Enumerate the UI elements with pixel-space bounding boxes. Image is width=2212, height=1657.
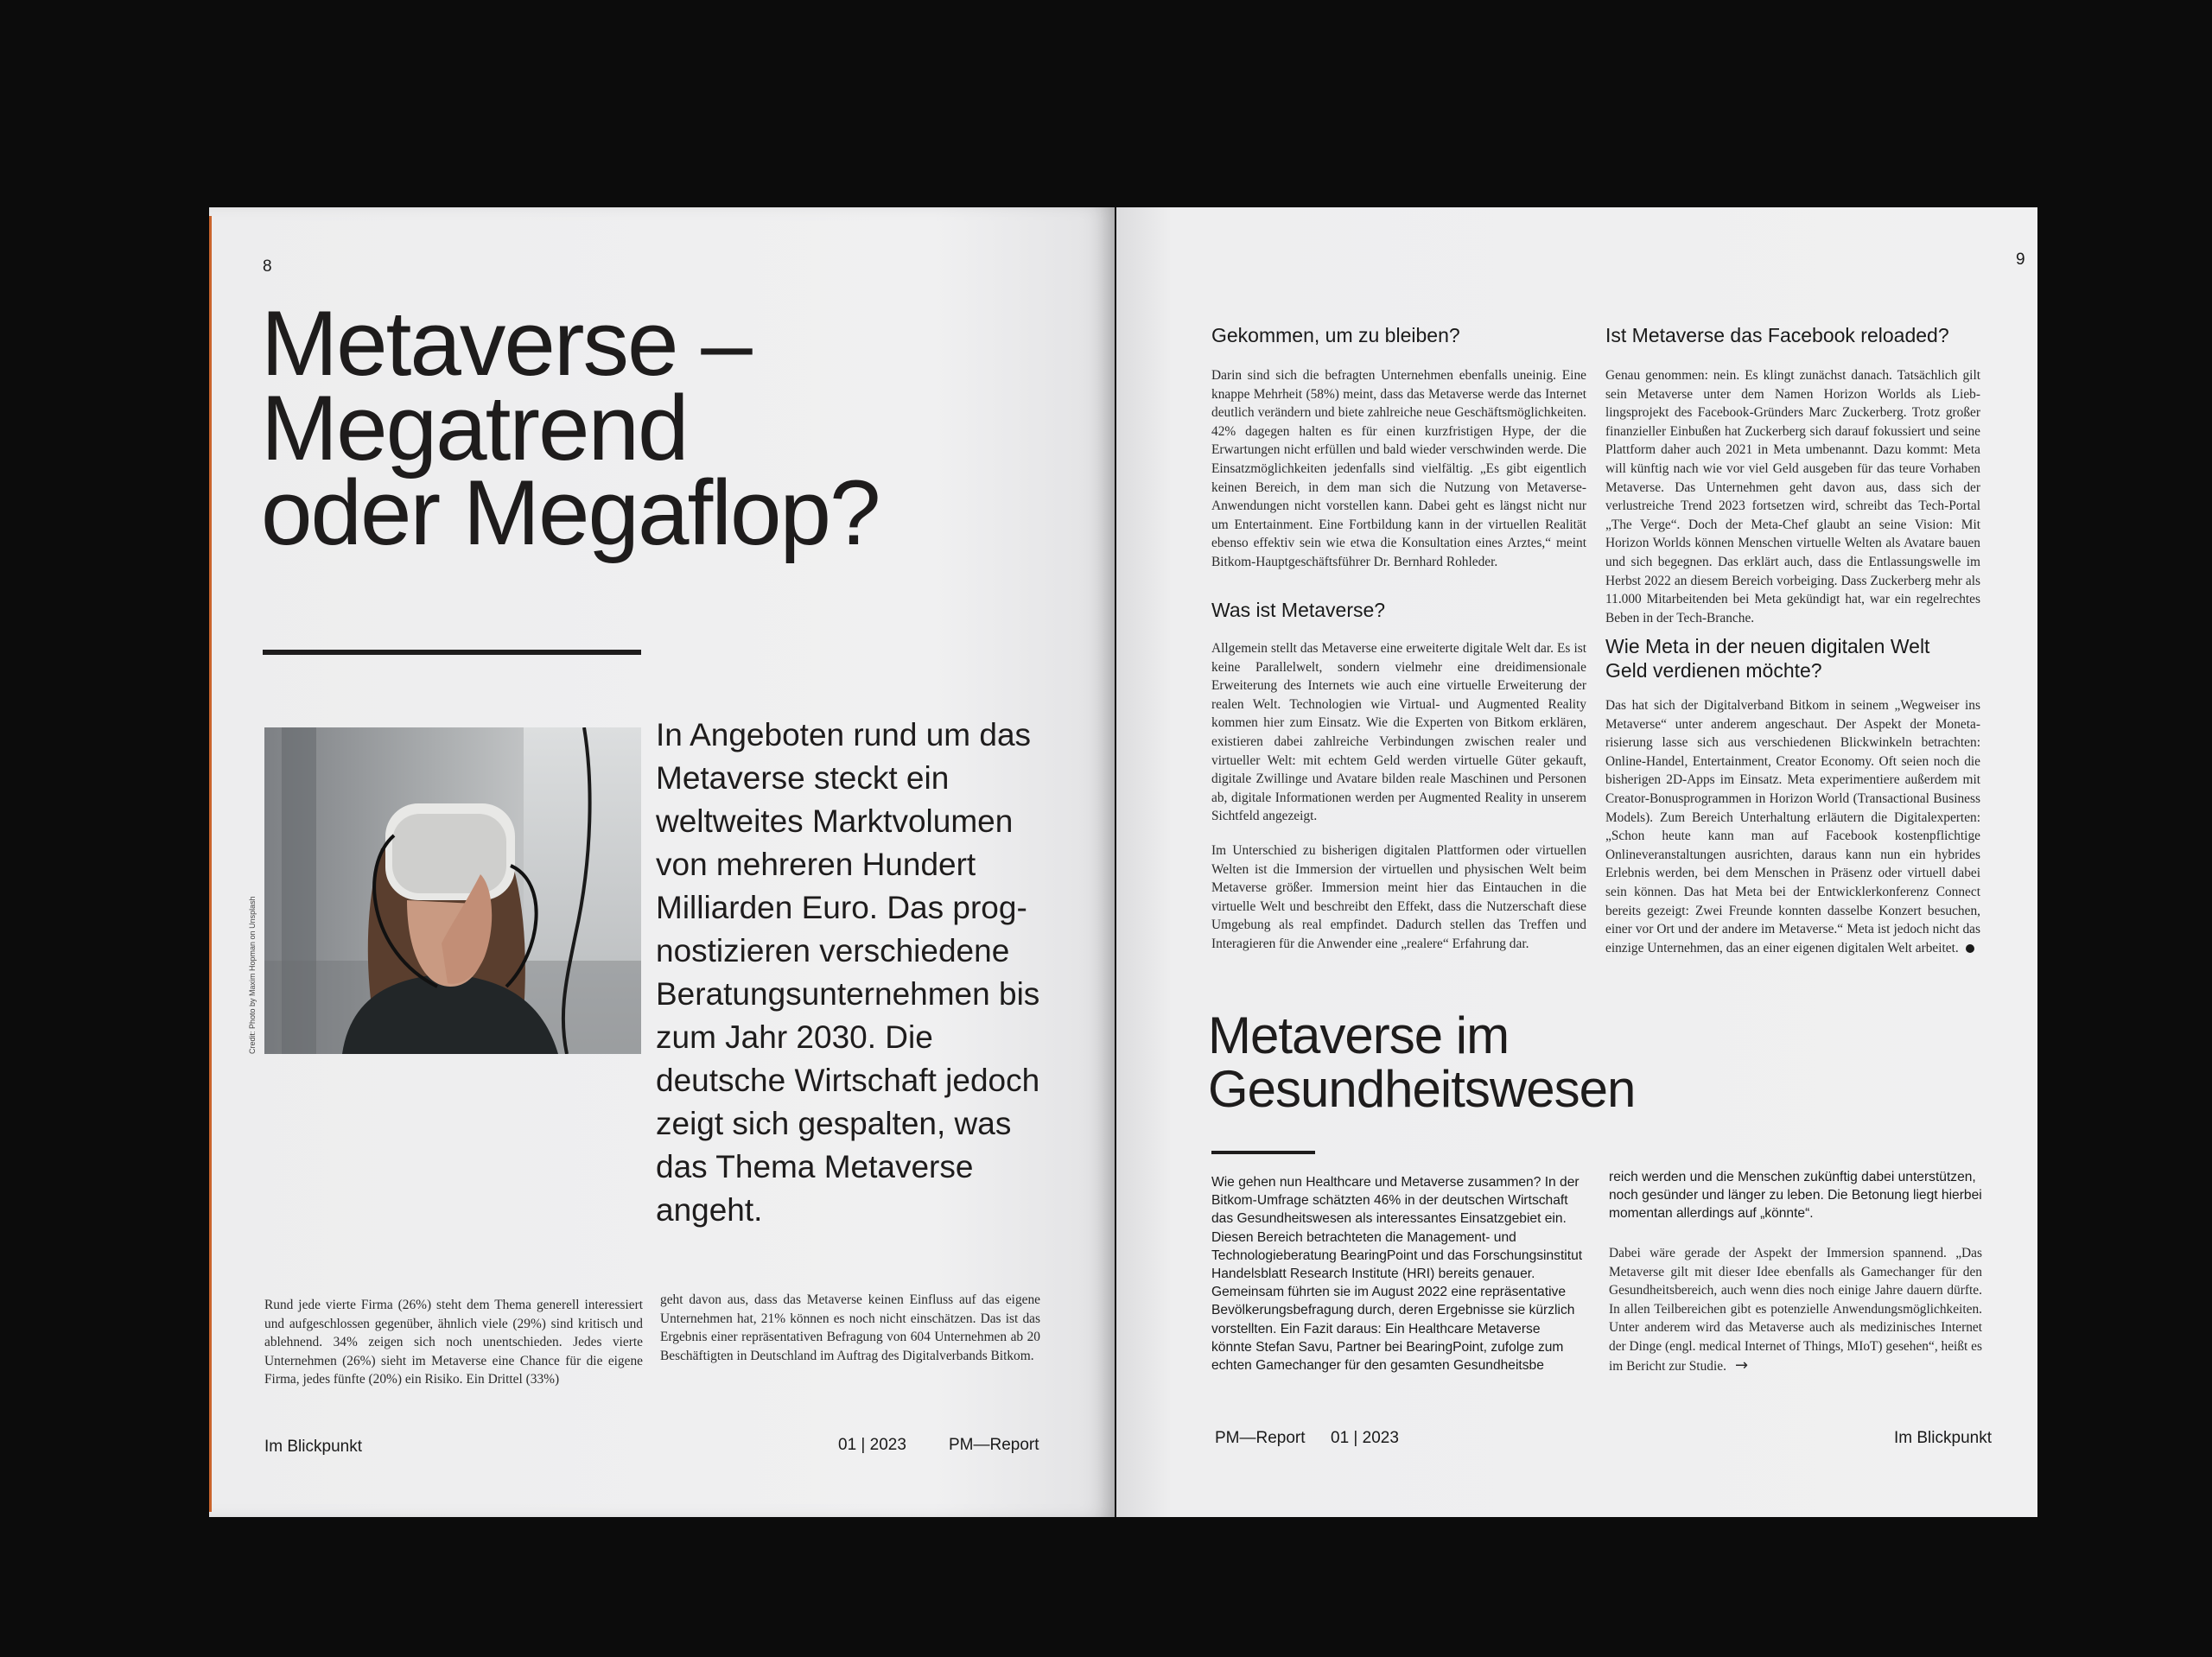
lead-paragraph: In Angeboten rund um das Metaverse steckt ein weltweites Marktvolumen von mehreren Hundert Milliarden Euro. Das prognostizieren verschiedene Beratungsunternehmen bis zum Jahr 2030. Die deutsche Wirtschaft jedoch zeigt sich gespalten, was das Thema Metaverse angeht. <box>656 717 1040 1228</box>
heading-gekommen: Gekommen, um zu bleiben? <box>1211 324 1460 346</box>
right-page <box>1116 207 2037 1517</box>
paragraph-facebook: Genau genommen: nein. Es klingt zunächst danach. Tatsächlich gilt sein Metaverse unter dem Namen Horizon Worlds als Lieblingsprojekt des Facebook-Gründers Marc Zuckerberg. Trotz großer finanzieller Einbußen hat Zuckerberg sich darauf fokussiert und seine Plattform daher auch 2021 in Meta umbenannt. Dazu kommt: Meta will künftig nach wie vor viel Geld ausgeben für das teure Vorhaben Metaverse. Das Unternehmen geht davon aus, dass sich der verlustreiche Trend 2023 fortsetzen wird, schreibt das Tech-Portal „The Verge“. Doch der Meta-Chef glaubt an seine Vision: Mit Horizon Worlds können Menschen virtuelle Welten als Avatare bauen und sich begegnen. Das erklärt auch, dass die Entlassungswelle im Herbst 2022 an diesem Bereich vorbeiging. Dass Zuckerberg mehr als 11.000 Mitarbeitenden bei Meta gekündigt hat, war ein regelrechtes Beben in der Tech-Branche. <box>1605 368 1980 625</box>
health-body-text: Dabei wäre gerade der Aspekt der Immersion spannend. „Das Metaverse gilt mit dieser Idee ebenfalls als Gamechanger für den Gesundheitsbereich, auch wenn dies noch einige Jahre dauern dürfte. In allen Teilbereichen gibt es potenzielle Anwendungsmöglichkeiten. Unter anderem wird das Metaverse auch als medizinisches Internet der Dinge (engl. medical Internet of Things, MIoT) gesehen“, heißt es im Bericht zur Studie. <box>1609 1246 1982 1374</box>
footer-section: Im Blickpunkt <box>1894 1429 1992 1447</box>
section-rule <box>1211 1151 1315 1154</box>
page-edge <box>209 216 212 1512</box>
left-page <box>209 207 1115 1517</box>
intro-body-col-1: Rund jede vierte Firma (26%) steht dem Thema generell interessiert und aufgeschlossen gegenüber, ähnlich viele (29%) sind kritisch und ablehnend. 34% zeigen sich noch unentschieden. Jedes vierte Unternehmen (26%) sieht im Metaverse eine Chance für die eigene Firma, jedes fünfte (20%) ein Risiko. Ein Drittel (33%) <box>264 1298 643 1387</box>
heading-was-ist: Was ist Metaverse? <box>1211 599 1386 621</box>
footer-brand: PM—Report <box>949 1436 1039 1454</box>
page-number: 8 <box>263 257 272 276</box>
vr-headset-photo <box>264 727 641 1054</box>
paragraph-was-ist-2: Im Unterschied zu bisherigen digitalen Plattformen oder virtuellen Welten ist die Immersion der virtuellen und physischen Welt beim Metaverse größer. Immersion meint hier das Eintauchen in die virtuelle Welt und beschreibt den Effekt, dass die Nutzerschaft diese Umgebung als real empfindet. Dadurch stellen das Treffen und Interagieren für die Anwender eine „realere“ Erfahrung dar. <box>1211 843 1586 951</box>
headline-line-1: Metaverse – <box>261 291 751 395</box>
headline-line-2: Megatrend <box>261 376 688 479</box>
heading-meta-geld: Wie Meta in der neuen digitalen Welt Geld verdienen möchte? <box>1605 635 1930 682</box>
section-headline-line-1: Metaverse im <box>1208 1006 1510 1064</box>
footer-issue: 01 | 2023 <box>1331 1429 1399 1447</box>
continue-arrow-icon: → <box>1734 1355 1749 1374</box>
section-headline <box>1208 1006 1636 1118</box>
intro-body-col-2: geht davon aus, dass das Metaverse keinen Einfluss auf das eigene Unternehmen hat, 21% können es noch nicht einschätzen. Das ist das Ergebnis einer repräsentativen Befragung von 604 Unternehmen ab 20 Beschäftigten in Deutschland im Auftrag des Digitalverbands Bitkom. <box>660 1292 1040 1363</box>
heading-facebook: Ist Metaverse das Facebook reloaded? <box>1605 324 1949 346</box>
section-headline-line-2: Gesundheitswesen <box>1208 1060 1636 1118</box>
headline-line-3: oder Megaflop? <box>261 460 880 564</box>
end-mark-icon <box>1966 944 1974 953</box>
health-body <box>1609 1244 1982 1375</box>
health-lead-col-2: reich werden und die Menschen zukünftig dabei unterstützen, noch gesünder und länger zu leben. Die Betonung liegt hierbei momentan allerdings auf „könnte“. <box>1609 1170 1982 1222</box>
footer-brand: PM—Report <box>1215 1429 1306 1447</box>
footer-section: Im Blickpunkt <box>264 1438 362 1456</box>
footer-issue: 01 | 2023 <box>838 1436 906 1454</box>
headline-rule <box>263 650 641 655</box>
photo-credit: Credit: Photo by Maxim Hopman on Unsplash <box>248 896 257 1054</box>
main-headline <box>261 291 880 564</box>
paragraph-meta-geld-text: Das hat sich der Digitalverband Bitkom in seinem „Wegweiser ins Metaverse“ unter anderem angeschaut. Der Aspekt der Monetarisierung lasse sich aus verschiedenen Blickwinkeln betrachten: Online-Handel, Entertainment, Creator Economy. Oft seien noch die bisherigen 2D-Apps im Einsatz. Meta experimentiere außerdem mit Creator-Bonusprogrammen in Horizon World (Transactional Business Models). Zum Bereich Unterhaltung erläutern die Digitalexperten: „Schon heute kann man auf Facebook kostenpflichtige Onlineveranstaltungen ausrichten, daraus kann nun ein hybrides Erlebnis werden, bei dem Menschen in Präsenz oder virtuell dabei sein können. Das hat Meta bei der Entwicklerkonferenz Connect bereits gezeigt: Zwei Freunde konnten dasselbe Konzert besuchen, einer vor Ort und der andere im Metaverse.“ Meta ist jedoch nicht das einzige Unternehmen, das an einer eigenen digitalen Welt arbeitet. <box>1605 698 1980 955</box>
paragraph-meta-geld <box>1605 696 1980 957</box>
magazine-spread <box>207 207 2037 1517</box>
health-lead-col-1: Wie gehen nun Healthcare und Metaverse zusammen? In der Bitkom-Umfrage schätzten 46% in der deutschen Wirtschaft das Gesundheitswesen als interessantes Einsatzgebiet ein. Diesen Bereich betrachteten die Management- und Technologieberatung BearingPoint und das Forschungsinstitut Handelsblatt Research Institute (HRI) bereits genauer. Gemeinsam führten sie im August 2022 eine repräsentative Bevölkerungsbefragung durch, deren Ergebnisse sie kürzlich vorstellten. Ein Fazit daraus: Ein Healthcare Metaverse könnte Stefan Savu, Partner bei BearingPoint, zufolge zum echten Gamechanger für den gesamten Gesundheitsbe <box>1211 1175 1583 1374</box>
page-number: 9 <box>2016 251 2025 269</box>
paragraph-was-ist-1: Allgemein stellt das Metaverse eine erweiterte digitale Welt dar. Es ist keine Parallelwelt, sondern vielmehr eine dreidimensionale Erweiterung des Internets wie auch eine virtuelle Erweiterung der realen Welt. Technologien wie Virtual- und Augmented Reality kommen hier zum Einsatz. Wie die Experten von Bitkom erklären, existieren dabei zahlreiche Verbindungen zwischen realer und virtueller Welt: mit echtem Geld werden virtuelle Güter gekauft, digitale Zwillinge und Avatare bilden reale Maschinen und Personen ab, digitale Informationen werden per Augmented Reality in unserem Sichtfeld angezeigt. <box>1211 641 1586 824</box>
paragraph-gekommen: Darin sind sich die befragten Unternehmen ebenfalls uneinig. Eine knappe Mehrheit (58%) meint, dass das Metaverse werde das Internet deutlich verändern und biete zahlreiche neue Geschäftsmöglichkeiten. 42% dagegen halten es für einen kurzfristigen Hype, der die Erwartungen nicht erfüllen und bald wieder verschwinden werde. Die Einsatzmöglichkeiten jedenfalls sind vielfältig. „Es gibt eigentlich keinen Bereich, in dem man sich die Nutzung von Metaverse-Anwendungen nicht vorstellen kann. Dabei geht es längst nicht nur um Entertainment. Eine Fortbildung kann in der virtuellen Realität ebenso effektiv sein wie etwa die Konsultation eines Arztes,“ meint Bitkom-Hauptgeschäftsführer Dr. Bernhard Rohleder. <box>1211 368 1586 569</box>
